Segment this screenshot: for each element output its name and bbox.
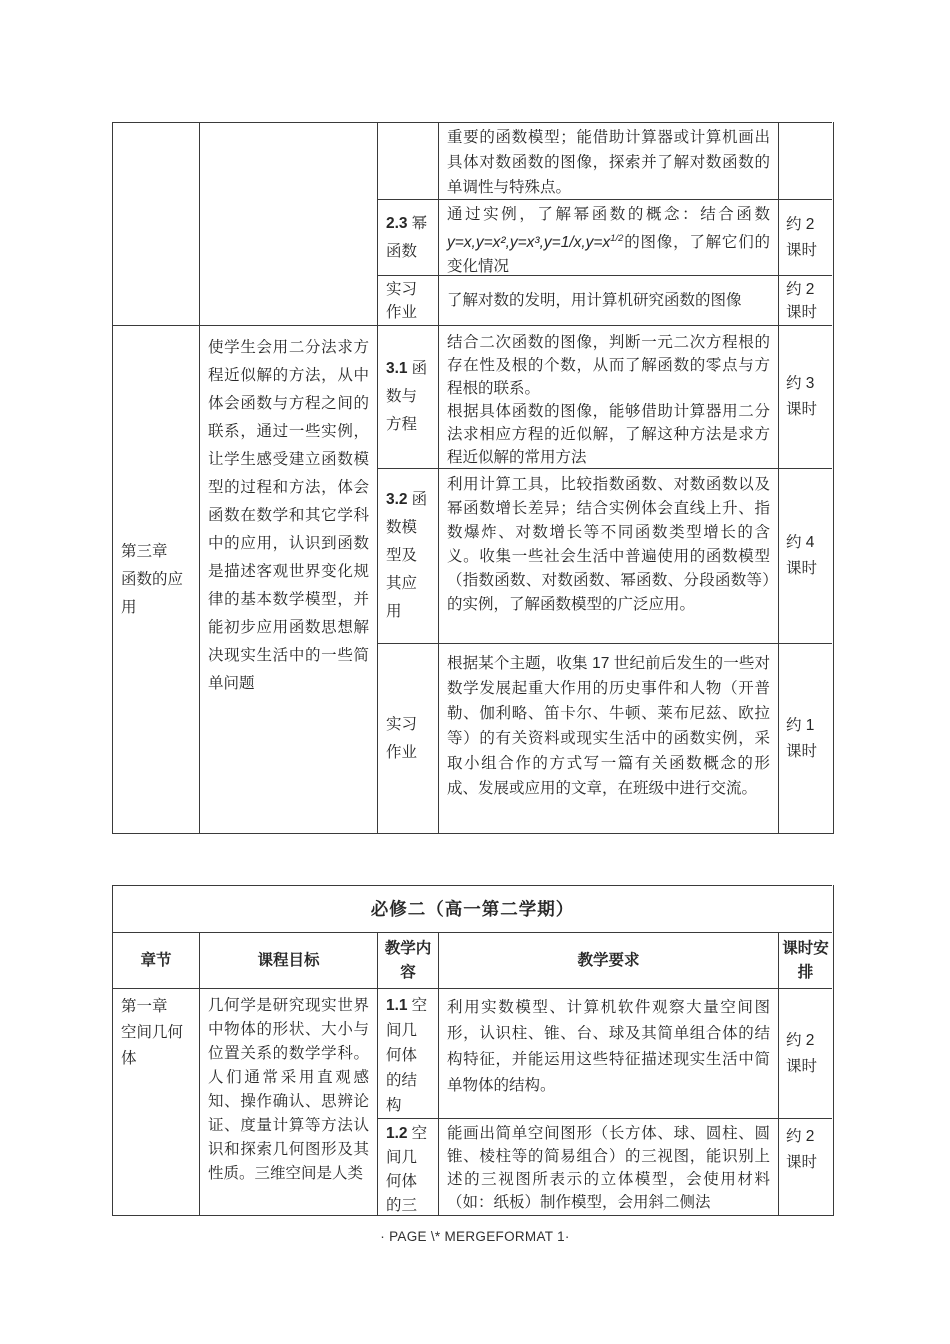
- table1-content-cell-3-2: [377, 468, 438, 643]
- requirement-paragraph-2: 根据具体函数的图像，能够借助计算器用二分法求相应方程的近似解，了解这种方法是求方程近似解的常用方法: [447, 403, 770, 466]
- table2-header-chapter: 章节: [112, 932, 199, 988]
- table1-requirement-cell-practice-1: [438, 275, 778, 325]
- table1-goal-empty-cell: [199, 122, 377, 325]
- table1-hours-cell-3-1: [778, 325, 832, 468]
- table2-content-cell-1-1: [377, 988, 438, 1118]
- table1-hours-cell-rowA-empty: [778, 122, 832, 199]
- table2-header-content: 教学内容: [377, 932, 438, 988]
- section-number: 3.2: [386, 491, 408, 508]
- power-function-formula: [447, 234, 623, 251]
- section-number: 1.1: [386, 997, 408, 1014]
- table1-content-cell-practice-1: [377, 275, 438, 325]
- table1-requirement-cell-rowA: 重要的函数模型；能借助计算器或计算机画出具体对数函数的图像，探索并了解对数函数的单调性与特殊点。: [438, 122, 778, 199]
- table1-requirement-cell-3-1: [438, 325, 778, 468]
- hours-text: 约 3 课时: [786, 375, 818, 418]
- chapter-title: 函数的应用: [121, 570, 184, 616]
- practice-label: 实习作业: [386, 280, 418, 321]
- table1-content-cell-practice-2: [377, 643, 438, 833]
- table2-goal-cell-1: 几何学是研究现实世界中物体的形状、大小与位置关系的数学学科。人们通常采用直观感知、操作确认、思辨论证、度量计算等方法认识和探索几何图形及其性质。三维空间是人类: [199, 988, 377, 1215]
- table2-header-goal: 课程目标: [199, 932, 377, 988]
- section-number: 3.1: [386, 360, 408, 377]
- section-title: 函数模型及其应用: [386, 491, 428, 620]
- hours-text: 约 4 课时: [786, 534, 818, 577]
- section-title: 空间几何体的三: [386, 1125, 428, 1214]
- table2-requirement-cell-1-1: 利用实数模型、计算机软件观察大量空间图形，认识柱、锥、台、球及其简单组合体的结构特征，并能运用这些特征描述现实生活中简单物体的结构。: [438, 988, 778, 1118]
- requirement-text-post: 的图像，了解它们的变化情况: [447, 234, 770, 275]
- syllabus-table-1: [112, 122, 834, 834]
- table1-content-cell-3-1: [377, 325, 438, 468]
- table2-content-cell-1-2: [377, 1118, 438, 1215]
- table1-hours-cell-practice-2: [778, 643, 832, 833]
- hours-text: 约 2 课时: [786, 280, 818, 321]
- table1-hours-cell-3-2: [778, 468, 832, 643]
- table1-requirement-cell-3-2: 利用计算工具，比较指数函数、对数函数以及幂函数增长差异；结合实例体会直线上升、指数爆炸、对数增长等不同函数类型增长的含义。收集一些社会生活中普遍使用的函数模型（指数函数、对数函数、幂函数、分段函数等）的实例，了解函数模型的广泛应用。: [438, 468, 778, 643]
- table1-chapter-empty-cell: [112, 122, 199, 325]
- section-number: 2.3: [386, 214, 408, 232]
- chapter-number: 第三章: [121, 542, 168, 560]
- chapter-title: 空间几何体: [121, 1024, 184, 1067]
- section-number: 1.2: [386, 1125, 408, 1142]
- requirement-paragraph-1: 结合二次函数的图像，判断一元二次方程根的存在性及根的个数，从而了解函数的零点与方程根的联系。: [447, 334, 770, 397]
- hours-text: 约 2 课时: [786, 1031, 818, 1075]
- table1-requirement-cell-2-3: [438, 199, 778, 275]
- page-footer-field: · PAGE \* MERGEFORMAT 1·: [380, 1229, 570, 1244]
- section-title: 函数与方程: [386, 360, 428, 433]
- practice-label: 实习作业: [386, 715, 418, 761]
- table2-chapter-cell-1: [112, 988, 199, 1215]
- requirement-text: 了解对数的发明，用计算机研究函数的图像: [447, 291, 742, 309]
- table2-hours-cell-1-2: [778, 1118, 832, 1215]
- table2-hours-cell-1-1: [778, 988, 832, 1118]
- section-title: 空间几何体的结构: [386, 997, 428, 1114]
- hours-text: 约 2 课时: [786, 215, 818, 259]
- formula-body: y=x,y=x²,y=x³,y=1/x,y=x: [447, 234, 611, 252]
- requirement-text-pre: 通过实例，了解幂函数的概念：结合函数: [447, 206, 770, 223]
- syllabus-table-2: [112, 885, 834, 1216]
- table2-header-hours: 课时安排: [778, 932, 832, 988]
- section-title: 幂函数: [386, 214, 428, 260]
- table1-requirement-cell-practice-2: 根据某个主题，收集 17 世纪前后发生的一些对数学发展起重大作用的历史事件和人物（开普勒、伽利略、笛卡尔、牛顿、莱布尼兹、欧拉等）的有关资料或现实生活中的函数实例，采取小组合作的方式写一篇有关函数概念的形成、发展或应用的文章，在班级中进行交流。: [438, 643, 778, 833]
- table1-goal-cell-3: 使学生会用二分法求方程近似解的方法，从中体会函数与方程之间的联系，通过一些实例，让学生感受建立函数模型的过程和方法，体会函数在数学和其它学科中的应用，认识到函数是描述客观世界变化规律的基本数学模型，并能初步应用函数思想解决现实生活中的一些简单问题: [199, 325, 377, 833]
- table1-hours-cell-2-3: [778, 199, 832, 275]
- hours-text: 约 1 课时: [786, 716, 818, 760]
- chapter-number: 第一章: [121, 998, 168, 1015]
- table2-header-requirement: 教学要求: [438, 932, 778, 988]
- table2-title: 必修二（高一第二学期）: [112, 885, 832, 932]
- hours-text: 约 2 课时: [786, 1128, 818, 1171]
- table1-content-cell-2-3: [377, 199, 438, 275]
- table1-chapter-cell-3: [112, 325, 199, 833]
- table1-hours-cell-practice-1: [778, 275, 832, 325]
- formula-exponent: 1/2: [610, 233, 624, 244]
- table2-requirement-cell-1-2: 能画出简单空间图形（长方体、球、圆柱、圆锥、棱柱等的简易组合）的三视图，能识别上述的三视图所表示的立体模型，会使用材料（如：纸板）制作模型，会用斜二侧法: [438, 1118, 778, 1215]
- table1-content-cell-rowA-empty: [377, 122, 438, 199]
